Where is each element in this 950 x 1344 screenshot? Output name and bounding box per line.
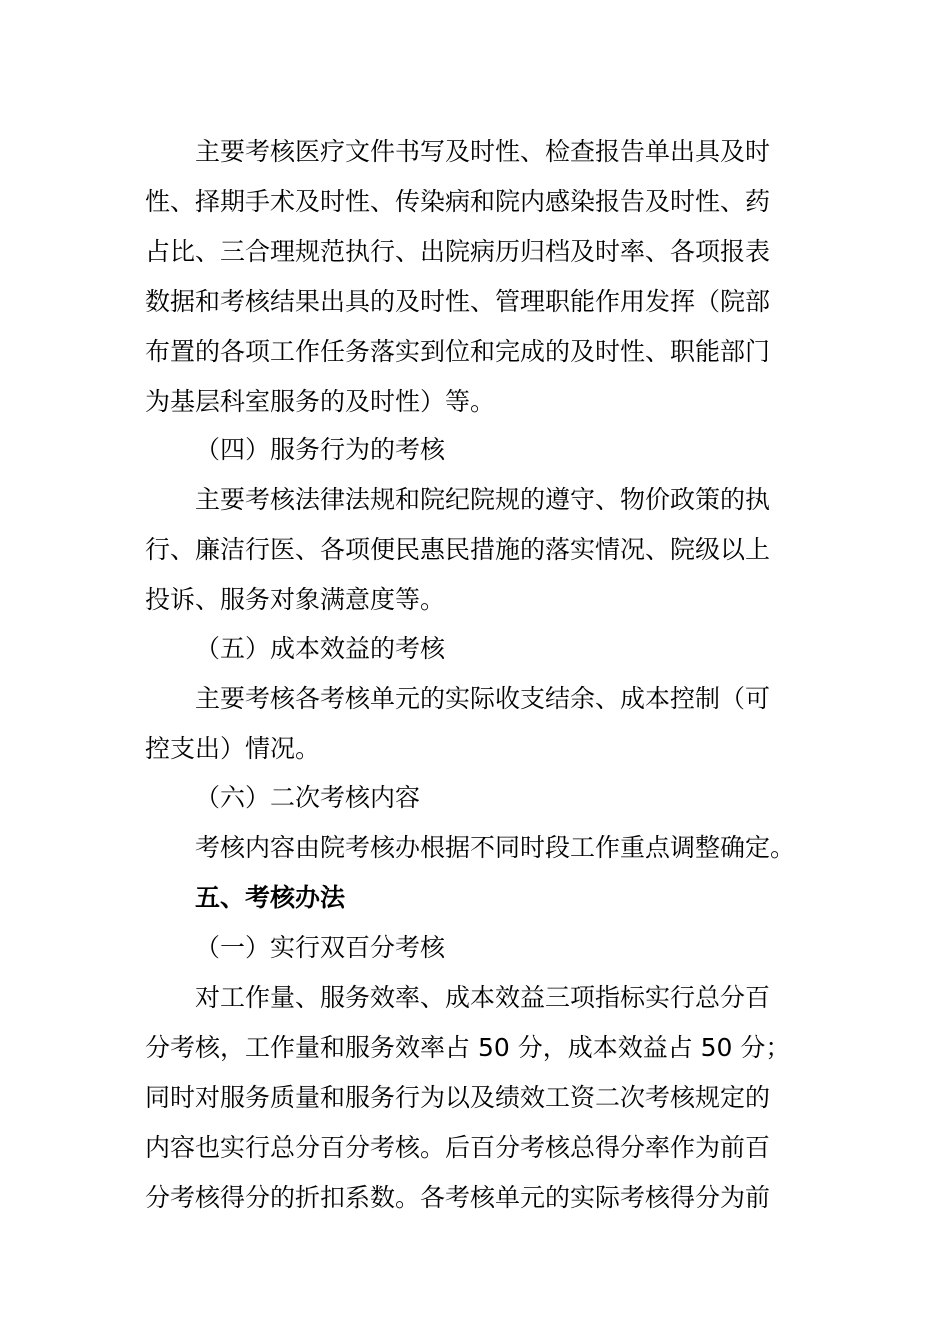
paragraph-line: 布置的各项工作任务落实到位和完成的及时性、职能部门 [145,337,771,366]
paragraph-line: 性、择期手术及时性、传染病和院内感染报告及时性、药 [145,187,771,216]
section-heading: （四）服务行为的考核 [195,435,446,464]
paragraph-line: 控支出）情况。 [145,734,321,763]
paragraph-line: 投诉、服务对象满意度等。 [145,585,446,614]
paragraph-line: 考核内容由院考核办根据不同时段工作重点调整确定。 [195,833,796,862]
paragraph-line: 分考核得分的折扣系数。各考核单元的实际考核得分为前 [145,1183,771,1212]
chapter-heading: 五、考核办法 [195,883,346,912]
section-heading: （六）二次考核内容 [195,783,421,812]
paragraph-line: 行、廉洁行医、各项便民惠民措施的落实情况、院级以上 [145,535,771,564]
paragraph-line: 为基层科室服务的及时性）等。 [145,387,496,416]
paragraph-line: 主要考核法律法规和院纪院规的遵守、物价政策的执 [195,485,771,514]
paragraph-line: 同时对服务质量和服务行为以及绩效工资二次考核规定的 [145,1083,771,1112]
paragraph-line: 对工作量、服务效率、成本效益三项指标实行总分百 [195,983,771,1012]
paragraph-line: 分考核，工作量和服务效率占 50 分，成本效益占 50 分； [145,1033,791,1062]
paragraph-line: 占比、三合理规范执行、出院病历归档及时率、各项报表 [145,237,771,266]
paragraph-line: 主要考核各考核单元的实际收支结余、成本控制（可 [195,684,771,713]
section-heading: （五）成本效益的考核 [195,634,446,663]
paragraph-line: 数据和考核结果出具的及时性、管理职能作用发挥（院部 [145,287,771,316]
section-heading: （一）实行双百分考核 [195,933,446,962]
paragraph-line: 内容也实行总分百分考核。后百分考核总得分率作为前百 [145,1133,771,1162]
paragraph-line: 主要考核医疗文件书写及时性、检查报告单出具及时 [195,137,771,166]
